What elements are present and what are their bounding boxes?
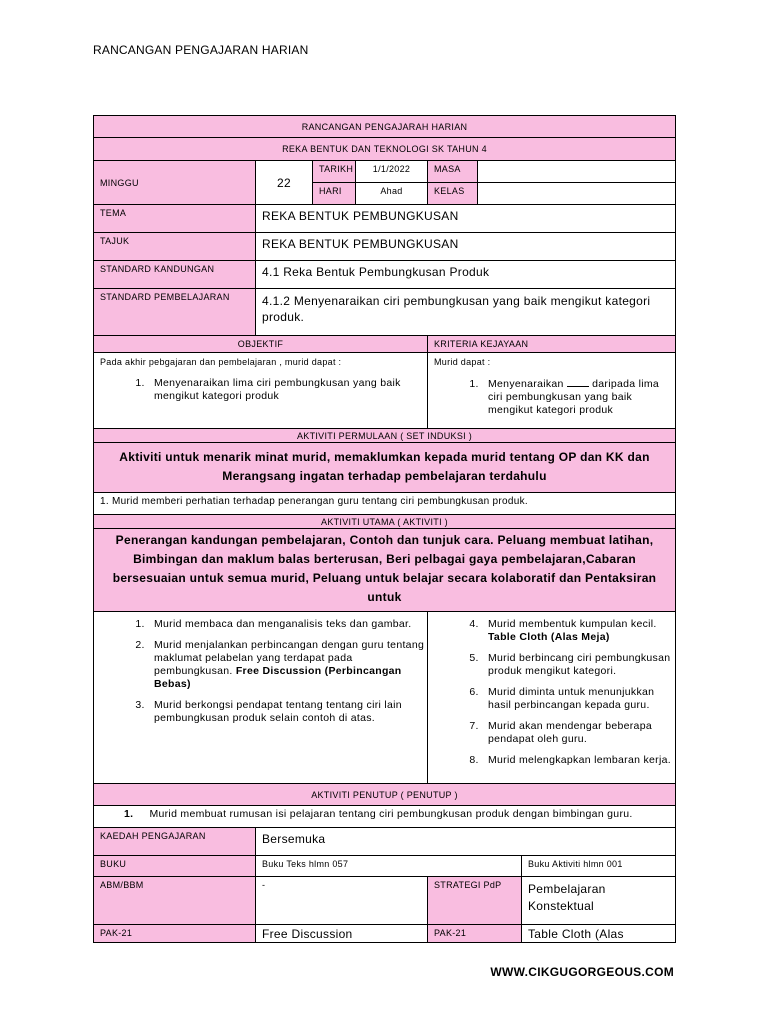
masa-label: MASA: [428, 161, 478, 183]
kriteria-item: 1. Menyenaraikan daripada lima ciri pembungkusan yang baik mengikut kategori produk: [482, 377, 675, 417]
footer-url: WWW.CIKGUGORGEOUS.COM: [490, 965, 674, 979]
tema-value: REKA BENTUK PEMBUNGKUSAN: [256, 205, 676, 233]
utama-right-cell: [428, 612, 676, 784]
pak21-label-1: PAK-21: [94, 925, 256, 943]
activity-item: 6. Murid diminta untuk menunjukkan hasil perbincangan kepada guru.: [482, 686, 675, 712]
minggu-value: 22: [256, 161, 313, 205]
table-subtitle: REKA BENTUK DAN TEKNOLOGI SK TAHUN 4: [94, 138, 676, 161]
buku-label: BUKU: [94, 856, 256, 877]
lesson-plan-table: [93, 115, 676, 943]
objektif-header: OBJEKTIF: [94, 336, 428, 353]
kelas-value: [478, 183, 676, 205]
activity-item: 4. Murid membentuk kumpulan kecil. Table Cloth (Alas Meja): [482, 618, 675, 644]
activity-item: 8. Murid melengkapkan lembaran kerja.: [482, 754, 675, 767]
utama-header: AKTIVITI UTAMA ( AKTIVITI ): [94, 515, 676, 529]
permulaan-step: 1. Murid memberi perhatian terhadap penerangan guru tentang ciri pembungkusan produk.: [94, 493, 676, 515]
permulaan-header: AKTIVITI PERMULAAN ( SET INDUKSI ): [94, 429, 676, 443]
kriteria-header: KRITERIA KEJAYAAN: [428, 336, 676, 353]
buku-teks-value: Buku Teks hlmn 057: [256, 856, 522, 877]
kaedah-value: Bersemuka: [256, 828, 676, 856]
minggu-label: MINGGU: [94, 161, 256, 205]
activity-item: 7. Murid akan mendengar beberapa pendapat oleh guru.: [482, 720, 675, 746]
permulaan-description: Aktiviti untuk menarik minat murid, memaklumkan kepada murid tentang OP dan KK dan Merangsang ingatan terhadap pembelajaran terdahulu: [94, 443, 676, 493]
activity-item: 5. Murid berbincang ciri pembungkusan produk mengikut kategori.: [482, 652, 675, 678]
standard-pembelajaran-value: 4.1.2 Menyenaraikan ciri pembungkusan yang baik mengikut kategori produk.: [256, 289, 676, 336]
tajuk-label: TAJUK: [94, 233, 256, 261]
penutup-header: AKTIVITI PENUTUP ( PENUTUP ): [94, 784, 676, 806]
standard-kandungan-label: STANDARD KANDUNGAN: [94, 261, 256, 289]
activity-item: 3. Murid berkongsi pendapat tentang tentang ciri lain pembungkusan produk selain contoh di atas.: [148, 699, 427, 725]
standard-pembelajaran-label: STANDARD PEMBELAJARAN: [94, 289, 256, 336]
kriteria-cell: [428, 353, 676, 429]
hari-value: Ahad: [356, 183, 428, 205]
strategi-label: STRATEGI PdP: [428, 877, 522, 925]
penutup-step: 1. Murid membuat rumusan isi pelajaran tentang ciri pembungkusan produk dengan bimbingan guru.: [94, 806, 676, 828]
table-title: RANCANGAN PENGAJARAH HARIAN: [94, 116, 676, 138]
kriteria-intro: Murid dapat :: [434, 357, 491, 367]
abm-label: ABM/BBM: [94, 877, 256, 925]
document-header: RANCANGAN PENGAJARAN HARIAN: [93, 43, 309, 57]
objektif-cell: [94, 353, 428, 429]
kelas-label: KELAS: [428, 183, 478, 205]
masa-value: [478, 161, 676, 183]
standard-kandungan-value: 4.1 Reka Bentuk Pembungkusan Produk: [256, 261, 676, 289]
tarikh-value: 1/1/2022: [356, 161, 428, 183]
tarikh-label: TARIKH: [313, 161, 356, 183]
utama-left-cell: [94, 612, 428, 784]
kaedah-label: KAEDAH PENGAJARAN: [94, 828, 256, 856]
pak21-value-1: Free Discussion: [256, 925, 428, 943]
buku-aktiviti-value: Buku Aktiviti hlmn 001: [522, 856, 676, 877]
activity-item: 2. Murid menjalankan perbincangan dengan guru tentang maklumat pelabelan yang terdapat pada pembungkusan. Free Discussion (Perbincangan Bebas): [148, 639, 427, 691]
pak21-label-2: PAK-21: [428, 925, 522, 943]
objektif-item: 1. Menyenaraikan lima ciri pembungkusan yang baik mengikut kategori produk: [148, 377, 427, 403]
strategi-value: Pembelajaran Konstektual: [522, 877, 676, 925]
utama-description: Penerangan kandungan pembelajaran, Contoh dan tunjuk cara. Peluang membuat latihan, Bimbingan dan maklum balas berterusan, Beri pelbagai gaya pembelajaran,Cabaran bersesuaian untuk semua murid, Peluang untuk belajar secara kolaboratif dan Pentaksiran untuk: [94, 529, 676, 612]
objektif-intro: Pada akhir pebgajaran dan pembelajaran , murid dapat :: [100, 357, 342, 367]
tema-label: TEMA: [94, 205, 256, 233]
hari-label: HARI: [313, 183, 356, 205]
abm-value: -: [256, 877, 428, 925]
activity-item: 1. Murid membaca dan menganalisis teks dan gambar.: [148, 618, 427, 631]
pak21-value-2: Table Cloth (Alas: [522, 925, 676, 943]
tajuk-value: REKA BENTUK PEMBUNGKUSAN: [256, 233, 676, 261]
